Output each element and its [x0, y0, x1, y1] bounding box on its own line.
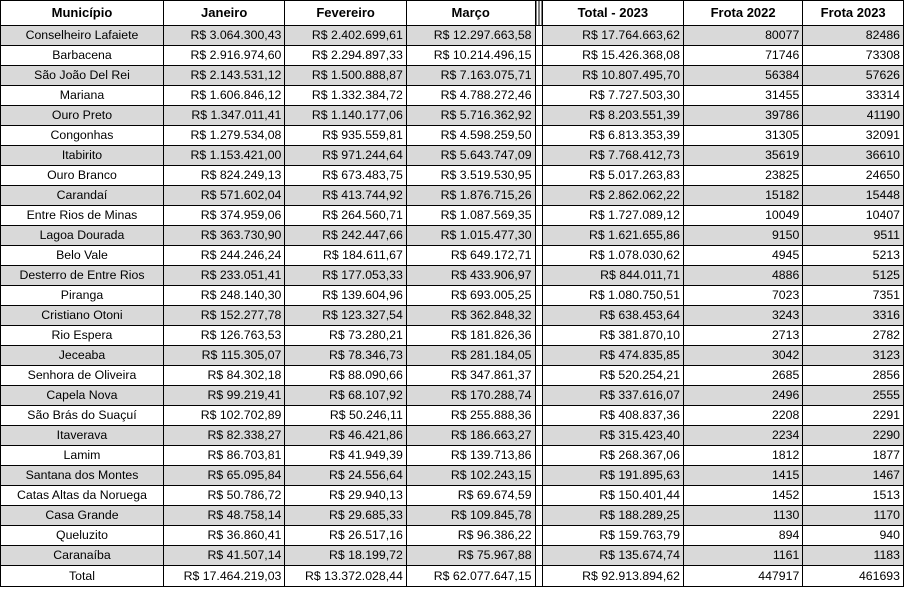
cell-marco[interactable]: R$ 102.243,15 [406, 466, 535, 486]
hidden-columns-cell [535, 306, 542, 326]
cell-total-2023[interactable]: R$ 5.017.263,83 [542, 166, 683, 186]
cell-frota-2023[interactable]: 1513 [803, 486, 904, 506]
cell-frota-2023[interactable]: 57626 [803, 66, 904, 86]
cell-janeiro[interactable]: R$ 50.786,72 [163, 486, 284, 506]
cell-marco[interactable]: R$ 170.288,74 [406, 386, 535, 406]
cell-marco[interactable]: R$ 7.163.075,71 [406, 66, 535, 86]
table-row [1, 366, 904, 386]
cell-municipio[interactable]: Ouro Preto [1, 106, 164, 126]
cell-municipio[interactable]: Carandaí [1, 186, 164, 206]
header-janeiro[interactable]: Janeiro [163, 1, 284, 26]
hidden-columns-cell [535, 46, 542, 66]
table-row [1, 326, 904, 346]
cell-janeiro[interactable]: R$ 48.758,14 [163, 506, 284, 526]
cell-fevereiro[interactable]: R$ 78.346,73 [285, 346, 406, 366]
cell-municipio[interactable]: Mariana [1, 86, 164, 106]
cell-marco[interactable]: R$ 693.005,25 [406, 286, 535, 306]
header-frota-2022[interactable]: Frota 2022 [683, 1, 802, 26]
cell-frota-2023[interactable]: 1183 [803, 546, 904, 566]
cell-total-2023[interactable]: R$ 191.895,63 [542, 466, 683, 486]
totals-label[interactable]: Total [1, 566, 164, 587]
cell-janeiro[interactable]: R$ 1.153.421,00 [163, 146, 284, 166]
hidden-columns-cell [535, 386, 542, 406]
cell-frota-2022[interactable]: 1812 [683, 446, 802, 466]
cell-marco[interactable]: R$ 186.663,27 [406, 426, 535, 446]
cell-frota-2023[interactable]: 1467 [803, 466, 904, 486]
cell-total-2023[interactable]: R$ 268.367,06 [542, 446, 683, 466]
cell-fevereiro[interactable]: R$ 2.402.699,61 [285, 26, 406, 46]
cell-municipio[interactable]: Queluzito [1, 526, 164, 546]
cell-total-2023[interactable]: R$ 1.078.030,62 [542, 246, 683, 266]
cell-municipio[interactable]: Desterro de Entre Rios [1, 266, 164, 286]
cell-marco[interactable]: R$ 3.519.530,95 [406, 166, 535, 186]
cell-fevereiro[interactable]: R$ 139.604,96 [285, 286, 406, 306]
cell-janeiro[interactable]: R$ 233.051,41 [163, 266, 284, 286]
cell-total-2023[interactable]: R$ 1.621.655,86 [542, 226, 683, 246]
hidden-columns-cell [535, 286, 542, 306]
cell-marco[interactable]: R$ 433.906,97 [406, 266, 535, 286]
table-row [1, 246, 904, 266]
cell-frota-2022[interactable]: 15182 [683, 186, 802, 206]
table-row [1, 86, 904, 106]
cell-frota-2023[interactable]: 2291 [803, 406, 904, 426]
table-row [1, 286, 904, 306]
hidden-columns-cell [535, 486, 542, 506]
cell-frota-2022[interactable]: 2234 [683, 426, 802, 446]
header-municipio[interactable]: Município [1, 1, 164, 26]
cell-fevereiro[interactable]: R$ 1.500.888,87 [285, 66, 406, 86]
cell-marco[interactable]: R$ 109.845,78 [406, 506, 535, 526]
cell-janeiro[interactable]: R$ 152.277,78 [163, 306, 284, 326]
cell-total-2023[interactable]: R$ 10.807.495,70 [542, 66, 683, 86]
cell-frota-2023[interactable]: 7351 [803, 286, 904, 306]
cell-marco[interactable]: R$ 4.788.272,46 [406, 86, 535, 106]
table-row [1, 66, 904, 86]
cell-fevereiro[interactable]: R$ 88.090,66 [285, 366, 406, 386]
table-row [1, 546, 904, 566]
table-row [1, 486, 904, 506]
cell-marco[interactable]: R$ 1.087.569,35 [406, 206, 535, 226]
table-row [1, 126, 904, 146]
cell-municipio[interactable]: Rio Espera [1, 326, 164, 346]
table-row [1, 426, 904, 446]
hidden-columns-cell [535, 546, 542, 566]
cell-total-2023[interactable]: R$ 2.862.062,22 [542, 186, 683, 206]
cell-fevereiro[interactable]: R$ 673.483,75 [285, 166, 406, 186]
cell-municipio[interactable]: São João Del Rei [1, 66, 164, 86]
cell-municipio[interactable]: Piranga [1, 286, 164, 306]
table-row [1, 446, 904, 466]
cell-frota-2022[interactable]: 35619 [683, 146, 802, 166]
table-row [1, 306, 904, 326]
cell-municipio[interactable]: Casa Grande [1, 506, 164, 526]
cell-janeiro[interactable]: R$ 115.305,07 [163, 346, 284, 366]
cell-janeiro[interactable]: R$ 1.347.011,41 [163, 106, 284, 126]
cell-frota-2023[interactable]: 32091 [803, 126, 904, 146]
cell-total-2023[interactable]: R$ 1.080.750,51 [542, 286, 683, 306]
cell-janeiro[interactable]: R$ 84.302,18 [163, 366, 284, 386]
cell-frota-2022[interactable]: 1415 [683, 466, 802, 486]
table-row [1, 206, 904, 226]
hidden-columns-cell [535, 86, 542, 106]
cell-marco[interactable]: R$ 4.598.259,50 [406, 126, 535, 146]
cell-municipio[interactable]: Jeceaba [1, 346, 164, 366]
cell-frota-2022[interactable]: 31305 [683, 126, 802, 146]
cell-frota-2022[interactable]: 2713 [683, 326, 802, 346]
cell-frota-2023[interactable]: 9511 [803, 226, 904, 246]
cell-frota-2022[interactable]: 2496 [683, 386, 802, 406]
cell-municipio[interactable]: Cristiano Otoni [1, 306, 164, 326]
cell-fevereiro[interactable]: R$ 1.332.384,72 [285, 86, 406, 106]
cell-municipio[interactable]: São Brás do Suaçuí [1, 406, 164, 426]
cell-fevereiro[interactable]: R$ 184.611,67 [285, 246, 406, 266]
cell-frota-2023[interactable]: 82486 [803, 26, 904, 46]
table-row [1, 506, 904, 526]
cell-total-2023[interactable]: R$ 337.616,07 [542, 386, 683, 406]
cell-marco[interactable]: R$ 96.386,22 [406, 526, 535, 546]
header-fevereiro[interactable]: Fevereiro [285, 1, 406, 26]
totals-fevereiro[interactable]: R$ 13.372.028,44 [285, 566, 406, 587]
hidden-columns-cell [535, 326, 542, 346]
cell-frota-2022[interactable]: 4945 [683, 246, 802, 266]
cell-marco[interactable]: R$ 5.716.362,92 [406, 106, 535, 126]
cell-municipio[interactable]: Entre Rios de Minas [1, 206, 164, 226]
cell-marco[interactable]: R$ 5.643.747,09 [406, 146, 535, 166]
cell-frota-2023[interactable]: 1170 [803, 506, 904, 526]
hidden-columns-cell [535, 206, 542, 226]
cell-fevereiro[interactable]: R$ 1.140.177,06 [285, 106, 406, 126]
cell-total-2023[interactable]: R$ 15.426.368,08 [542, 46, 683, 66]
cell-frota-2023[interactable]: 5213 [803, 246, 904, 266]
table-row [1, 346, 904, 366]
cell-total-2023[interactable]: R$ 1.727.089,12 [542, 206, 683, 226]
cell-total-2023[interactable]: R$ 159.763,79 [542, 526, 683, 546]
cell-janeiro[interactable]: R$ 99.219,41 [163, 386, 284, 406]
cell-frota-2023[interactable]: 3123 [803, 346, 904, 366]
cell-total-2023[interactable]: R$ 474.835,85 [542, 346, 683, 366]
totals-marco[interactable]: R$ 62.077.647,15 [406, 566, 535, 587]
cell-frota-2022[interactable]: 23825 [683, 166, 802, 186]
cell-frota-2022[interactable]: 31455 [683, 86, 802, 106]
cell-frota-2022[interactable]: 2685 [683, 366, 802, 386]
cell-fevereiro[interactable]: R$ 73.280,21 [285, 326, 406, 346]
hidden-columns-cell [535, 366, 542, 386]
cell-janeiro[interactable]: R$ 1.606.846,12 [163, 86, 284, 106]
totals-frota-2023[interactable]: 461693 [803, 566, 904, 587]
cell-janeiro[interactable]: R$ 82.338,27 [163, 426, 284, 446]
hidden-columns-marker[interactable] [535, 1, 542, 26]
cell-total-2023[interactable]: R$ 315.423,40 [542, 426, 683, 446]
cell-fevereiro[interactable]: R$ 971.244,64 [285, 146, 406, 166]
cell-fevereiro[interactable]: R$ 18.199,72 [285, 546, 406, 566]
cell-janeiro[interactable]: R$ 2.916.974,60 [163, 46, 284, 66]
cell-total-2023[interactable]: R$ 188.289,25 [542, 506, 683, 526]
hidden-columns-cell [535, 66, 542, 86]
hidden-columns-cell [535, 146, 542, 166]
table-row [1, 186, 904, 206]
cell-marco[interactable]: R$ 255.888,36 [406, 406, 535, 426]
cell-fevereiro[interactable]: R$ 68.107,92 [285, 386, 406, 406]
cell-fevereiro[interactable]: R$ 2.294.897,33 [285, 46, 406, 66]
table-row [1, 226, 904, 246]
table-row [1, 526, 904, 546]
cell-marco[interactable]: R$ 281.184,05 [406, 346, 535, 366]
totals-total-2023[interactable]: R$ 92.913.894,62 [542, 566, 683, 587]
hidden-columns-cell [535, 246, 542, 266]
cell-municipio[interactable]: Catas Altas da Noruega [1, 486, 164, 506]
cell-janeiro[interactable]: R$ 3.064.300,43 [163, 26, 284, 46]
cell-frota-2023[interactable]: 2782 [803, 326, 904, 346]
cell-janeiro[interactable]: R$ 374.959,06 [163, 206, 284, 226]
table-row [1, 106, 904, 126]
cell-fevereiro[interactable]: R$ 413.744,92 [285, 186, 406, 206]
totals-janeiro[interactable]: R$ 17.464.219,03 [163, 566, 284, 587]
cell-frota-2022[interactable]: 894 [683, 526, 802, 546]
totals-frota-2022[interactable]: 447917 [683, 566, 802, 587]
table-row [1, 266, 904, 286]
cell-municipio[interactable]: Itabirito [1, 146, 164, 166]
cell-frota-2022[interactable]: 1452 [683, 486, 802, 506]
header-frota-2023[interactable]: Frota 2023 [803, 1, 904, 26]
cell-fevereiro[interactable]: R$ 29.685,33 [285, 506, 406, 526]
cell-frota-2023[interactable]: 41190 [803, 106, 904, 126]
cell-fevereiro[interactable]: R$ 24.556,64 [285, 466, 406, 486]
cell-frota-2022[interactable]: 2208 [683, 406, 802, 426]
cell-janeiro[interactable]: R$ 126.763,53 [163, 326, 284, 346]
hidden-columns-cell [535, 266, 542, 286]
cell-municipio[interactable]: Santana dos Montes [1, 466, 164, 486]
cell-frota-2022[interactable]: 56384 [683, 66, 802, 86]
cell-marco[interactable]: R$ 139.713,86 [406, 446, 535, 466]
hidden-columns-cell [535, 446, 542, 466]
hidden-columns-cell [535, 126, 542, 146]
hidden-columns-cell [535, 466, 542, 486]
cell-frota-2022[interactable]: 1161 [683, 546, 802, 566]
cell-marco[interactable]: R$ 347.861,37 [406, 366, 535, 386]
totals-row [1, 566, 904, 587]
hidden-columns-cell [535, 426, 542, 446]
cell-frota-2022[interactable]: 80077 [683, 26, 802, 46]
cell-fevereiro[interactable]: R$ 41.949,39 [285, 446, 406, 466]
cell-marco[interactable]: R$ 69.674,59 [406, 486, 535, 506]
hidden-columns-cell [535, 186, 542, 206]
cell-frota-2022[interactable]: 71746 [683, 46, 802, 66]
cell-municipio[interactable]: Senhora de Oliveira [1, 366, 164, 386]
cell-municipio[interactable]: Conselheiro Lafaiete [1, 26, 164, 46]
hidden-columns-cell [535, 566, 542, 587]
cell-fevereiro[interactable]: R$ 264.560,71 [285, 206, 406, 226]
cell-total-2023[interactable]: R$ 638.453,64 [542, 306, 683, 326]
cell-frota-2023[interactable]: 1877 [803, 446, 904, 466]
cell-marco[interactable]: R$ 649.172,71 [406, 246, 535, 266]
cell-frota-2023[interactable]: 3316 [803, 306, 904, 326]
cell-janeiro[interactable]: R$ 65.095,84 [163, 466, 284, 486]
cell-frota-2023[interactable]: 2856 [803, 366, 904, 386]
cell-frota-2023[interactable]: 36610 [803, 146, 904, 166]
cell-total-2023[interactable]: R$ 135.674,74 [542, 546, 683, 566]
cell-janeiro[interactable]: R$ 41.507,14 [163, 546, 284, 566]
cell-frota-2023[interactable]: 2290 [803, 426, 904, 446]
cell-frota-2022[interactable]: 1130 [683, 506, 802, 526]
cell-total-2023[interactable]: R$ 7.727.503,30 [542, 86, 683, 106]
cell-janeiro[interactable]: R$ 244.246,24 [163, 246, 284, 266]
cell-janeiro[interactable]: R$ 248.140,30 [163, 286, 284, 306]
hidden-columns-cell [535, 406, 542, 426]
cell-janeiro[interactable]: R$ 363.730,90 [163, 226, 284, 246]
cell-frota-2022[interactable]: 4886 [683, 266, 802, 286]
hidden-columns-cell [535, 506, 542, 526]
hidden-columns-cell [535, 526, 542, 546]
cell-municipio[interactable]: Barbacena [1, 46, 164, 66]
cell-frota-2022[interactable]: 39786 [683, 106, 802, 126]
cell-frota-2023[interactable]: 2555 [803, 386, 904, 406]
table-body [1, 26, 904, 587]
table-row [1, 386, 904, 406]
cell-total-2023[interactable]: R$ 17.764.663,62 [542, 26, 683, 46]
cell-municipio[interactable]: Capela Nova [1, 386, 164, 406]
cell-total-2023[interactable]: R$ 844.011,71 [542, 266, 683, 286]
hidden-columns-cell [535, 166, 542, 186]
cell-janeiro[interactable]: R$ 36.860,41 [163, 526, 284, 546]
table-row [1, 406, 904, 426]
table-row [1, 146, 904, 166]
cell-municipio[interactable]: Caranaíba [1, 546, 164, 566]
cell-municipio[interactable]: Lamim [1, 446, 164, 466]
cell-marco[interactable]: R$ 10.214.496,15 [406, 46, 535, 66]
cell-marco[interactable]: R$ 1.876.715,26 [406, 186, 535, 206]
cell-janeiro[interactable]: R$ 2.143.531,12 [163, 66, 284, 86]
cell-municipio[interactable]: Ouro Branco [1, 166, 164, 186]
cell-marco[interactable]: R$ 12.297.663,58 [406, 26, 535, 46]
cell-frota-2023[interactable]: 33314 [803, 86, 904, 106]
cell-total-2023[interactable]: R$ 150.401,44 [542, 486, 683, 506]
cell-municipio[interactable]: Itaverava [1, 426, 164, 446]
cell-marco[interactable]: R$ 181.826,36 [406, 326, 535, 346]
cell-janeiro[interactable]: R$ 571.602,04 [163, 186, 284, 206]
cell-total-2023[interactable]: R$ 6.813.353,39 [542, 126, 683, 146]
header-marco[interactable]: Março [406, 1, 535, 26]
cell-municipio[interactable]: Lagoa Dourada [1, 226, 164, 246]
cell-municipio[interactable]: Belo Vale [1, 246, 164, 266]
cell-marco[interactable]: R$ 75.967,88 [406, 546, 535, 566]
table-row [1, 26, 904, 46]
cell-frota-2022[interactable]: 7023 [683, 286, 802, 306]
cell-janeiro[interactable]: R$ 824.249,13 [163, 166, 284, 186]
table-row [1, 166, 904, 186]
table-row [1, 466, 904, 486]
cell-total-2023[interactable]: R$ 520.254,21 [542, 366, 683, 386]
cell-frota-2023[interactable]: 940 [803, 526, 904, 546]
hidden-columns-cell [535, 26, 542, 46]
cell-janeiro[interactable]: R$ 102.702,89 [163, 406, 284, 426]
cell-fevereiro[interactable]: R$ 935.559,81 [285, 126, 406, 146]
cell-fevereiro[interactable]: R$ 29.940,13 [285, 486, 406, 506]
cell-janeiro[interactable]: R$ 1.279.534,08 [163, 126, 284, 146]
header-total-2023[interactable]: Total - 2023 [542, 1, 683, 26]
cell-fevereiro[interactable]: R$ 242.447,66 [285, 226, 406, 246]
hidden-columns-cell [535, 106, 542, 126]
cell-fevereiro[interactable]: R$ 177.053,33 [285, 266, 406, 286]
cell-frota-2022[interactable]: 9150 [683, 226, 802, 246]
cell-total-2023[interactable]: R$ 8.203.551,39 [542, 106, 683, 126]
cell-fevereiro[interactable]: R$ 46.421,86 [285, 426, 406, 446]
cell-fevereiro[interactable]: R$ 50.246,11 [285, 406, 406, 426]
hidden-columns-cell [535, 346, 542, 366]
table-row [1, 46, 904, 66]
cell-frota-2022[interactable]: 3243 [683, 306, 802, 326]
cell-total-2023[interactable]: R$ 381.870,10 [542, 326, 683, 346]
cell-frota-2022[interactable]: 10049 [683, 206, 802, 226]
cell-frota-2022[interactable]: 3042 [683, 346, 802, 366]
cell-marco[interactable]: R$ 1.015.477,30 [406, 226, 535, 246]
cell-total-2023[interactable]: R$ 7.768.412,73 [542, 146, 683, 166]
cell-total-2023[interactable]: R$ 408.837,36 [542, 406, 683, 426]
header-row [1, 1, 904, 26]
cell-janeiro[interactable]: R$ 86.703,81 [163, 446, 284, 466]
cell-frota-2023[interactable]: 15448 [803, 186, 904, 206]
cell-marco[interactable]: R$ 362.848,32 [406, 306, 535, 326]
cell-fevereiro[interactable]: R$ 123.327,54 [285, 306, 406, 326]
cell-fevereiro[interactable]: R$ 26.517,16 [285, 526, 406, 546]
cell-frota-2023[interactable]: 5125 [803, 266, 904, 286]
hidden-columns-cell [535, 226, 542, 246]
cell-municipio[interactable]: Congonhas [1, 126, 164, 146]
cell-frota-2023[interactable]: 73308 [803, 46, 904, 66]
cell-frota-2023[interactable]: 24650 [803, 166, 904, 186]
cell-frota-2023[interactable]: 10407 [803, 206, 904, 226]
